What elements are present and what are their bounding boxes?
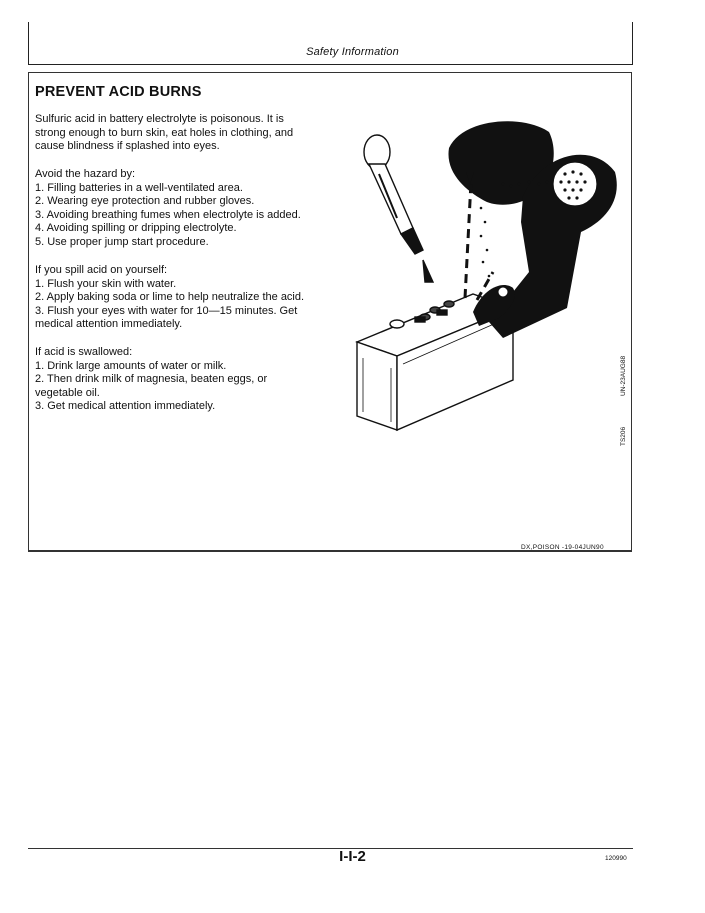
spill-line: 3. Flush your eyes with water for 10—15 minutes. Get <box>35 304 298 317</box>
avoid-line: 3. Avoiding breathing fumes when electrolyte is added. <box>35 208 301 221</box>
swallowed-list <box>35 346 335 414</box>
reference-code: DX,POISON -19-04JUN90 <box>521 544 604 551</box>
swallowed-line: If acid is swallowed: <box>35 346 133 358</box>
section-title: Safety Information <box>306 46 399 58</box>
avoid-list <box>35 168 335 250</box>
intro-line: cause blindness if splashed into eyes. <box>35 140 220 153</box>
swallowed-line: 2. Then drink milk of magnesia, beaten eggs, or <box>35 373 268 386</box>
header-bottom-rule <box>28 64 633 65</box>
message-heading: PREVENT ACID BURNS <box>35 84 202 100</box>
avoid-line: 2. Wearing eye protection and rubber gloves. <box>35 195 255 208</box>
swallowed-line: 3. Get medical attention immediately. <box>35 400 216 413</box>
avoid-line: 1. Filling batteries in a well-ventilated area. <box>35 181 243 194</box>
avoid-line: Avoid the hazard by: <box>35 168 136 180</box>
intro-line: strong enough to burn skin, eat holes in clothing, and <box>35 126 294 139</box>
battery-acid-burn-illustration-icon <box>353 112 625 442</box>
spill-line: If you spill acid on yourself: <box>35 264 168 276</box>
intro-line: Sulfuric acid in battery electrolyte is poisonous. It is <box>35 113 284 125</box>
swallowed-line: vegetable oil. <box>35 386 100 399</box>
illustration-code: TS206 <box>620 426 627 446</box>
avoid-line: 4. Avoiding spilling or dripping electrolyte. <box>35 222 237 235</box>
spill-list <box>35 264 335 332</box>
frame-bottom-rule <box>28 551 632 552</box>
avoid-line: 5. Use proper jump start procedure. <box>35 235 209 248</box>
spill-line: medical attention immediately. <box>35 318 183 331</box>
hydrometer-icon <box>364 135 433 282</box>
page-number: I-I-2 <box>339 848 366 865</box>
illustration-date-code: UN-23AUG88 <box>620 355 627 396</box>
swallowed-line: 1. Drink large amounts of water or milk. <box>35 359 227 372</box>
spill-line: 2. Apply baking soda or lime to help neutralize the acid. <box>35 291 305 304</box>
intro-paragraph <box>35 113 335 154</box>
footer-code: 120990 <box>605 855 627 862</box>
spill-line: 1. Flush your skin with water. <box>35 277 177 290</box>
